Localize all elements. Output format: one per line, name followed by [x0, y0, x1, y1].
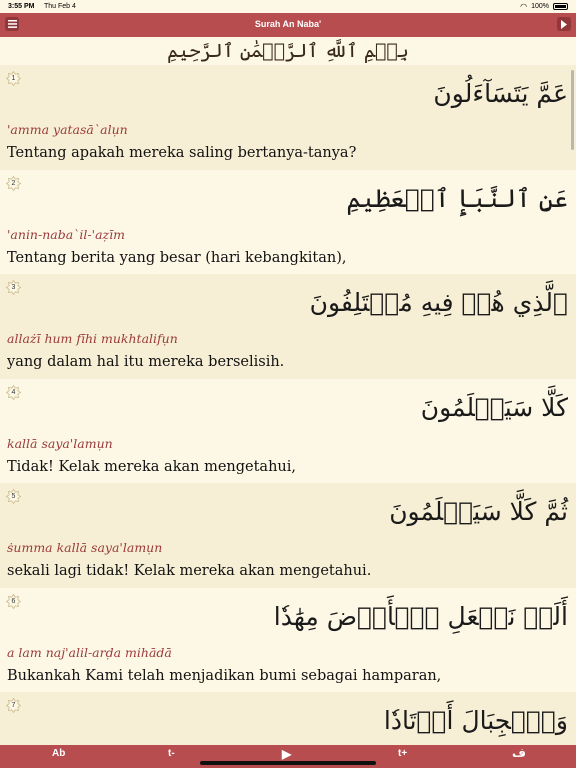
- decrease-text-size-button[interactable]: t-: [168, 748, 175, 759]
- verse-transliteration: allażī hum fīhi mukhtalifụn: [7, 331, 178, 346]
- verse-translation: Tentang berita yang besar (hari kebangkitan),: [7, 249, 347, 266]
- verse-number-badge: [6, 385, 21, 400]
- verse-item[interactable]: [0, 588, 576, 693]
- verse-number: 3: [11, 284, 16, 291]
- verse-number-badge: [6, 489, 21, 504]
- verse-arabic: ثُمَّ كَلَّا سَيَعۡلَمُونَ: [389, 497, 568, 526]
- verse-transliteration: kallā saya'lamụn: [7, 435, 113, 451]
- page-title: Surah An Naba': [254, 19, 322, 29]
- next-surah-button[interactable]: [557, 17, 571, 31]
- verse-item[interactable]: [0, 692, 576, 745]
- increase-text-size-button[interactable]: t+: [398, 748, 408, 759]
- verse-item[interactable]: [0, 170, 576, 275]
- verse-translation: sekali lagi tidak! Kelak mereka akan mengetahui.: [7, 563, 372, 579]
- verse-number-badge: [6, 594, 21, 609]
- verse-translation: yang dalam hal itu mereka berselisih.: [7, 354, 285, 370]
- verse-number-badge: [6, 280, 21, 295]
- scroll-indicator[interactable]: [571, 70, 574, 150]
- verse-list[interactable]: [0, 65, 576, 745]
- verse-number: 1: [11, 75, 16, 82]
- verse-transliteration: ṡumma kallā saya'lamụn: [7, 540, 163, 555]
- verse-transliteration: 'anin-naba`il-'aẓīm: [7, 226, 125, 242]
- verse-arabic: ٱلَّذِي هُمۡ فِيهِ مُخۡتَلِفُونَ: [309, 288, 568, 317]
- verse-transliteration: a lam naj'alil-arḍa mihādā: [7, 644, 172, 660]
- bottom-toolbar: [0, 745, 576, 768]
- verse-number: 7: [11, 702, 16, 709]
- play-button[interactable]: ▶: [282, 747, 292, 761]
- verse-number-badge: [6, 698, 21, 713]
- verse-number: 5: [11, 493, 16, 500]
- status-bar: [0, 0, 576, 13]
- status-right: [520, 2, 568, 11]
- verse-translation: Tentang apakah mereka saling bertanya-tanya?: [7, 145, 357, 161]
- verse-item[interactable]: [0, 65, 576, 170]
- nav-bar: [0, 13, 576, 37]
- verse-arabic: عَمَّ يَتَسَآءَلُونَ: [433, 79, 568, 108]
- wifi-icon: ◠: [520, 2, 528, 11]
- arabic-toggle-button[interactable]: ف: [512, 746, 526, 760]
- verse-arabic: أَلَمۡ نَجۡعَلِ ٱلۡأَرۡضَ مِهَٰدٗا: [273, 601, 568, 631]
- home-indicator: [200, 761, 376, 765]
- battery-percent: 100%: [531, 3, 549, 10]
- text-style-button[interactable]: Ab: [52, 748, 66, 759]
- battery-icon: [553, 3, 568, 10]
- chevron-right-icon: [560, 20, 568, 29]
- verse-item[interactable]: [0, 274, 576, 379]
- verse-translation: Bukankah Kami telah menjadikan bumi sebagai hamparan,: [7, 667, 442, 684]
- status-date: Thu Feb 4: [44, 3, 76, 10]
- verse-number: 4: [11, 388, 16, 396]
- verse-item[interactable]: [0, 379, 576, 484]
- bismillah: بِسۡمِ ٱللَّهِ ٱلرَّحۡمَٰنِ ٱلرَّحِيمِ: [167, 40, 409, 62]
- verse-number-badge: [6, 176, 21, 191]
- verse-number: 2: [11, 179, 16, 187]
- verse-arabic: عَنِ ٱلنَّبَإِ ٱلۡعَظِيمِ: [346, 183, 568, 213]
- verse-arabic: وَٱلۡجِبَالَ أَوۡتَادٗا: [383, 706, 568, 735]
- verse-number: 6: [11, 597, 16, 605]
- verse-arabic: كَلَّا سَيَعۡلَمُونَ: [420, 392, 568, 422]
- verse-transliteration: 'amma yatasā`alụn: [7, 122, 128, 137]
- status-time: 3:55 PM: [8, 3, 35, 10]
- verse-translation: Tidak! Kelak mereka akan mengetahui,: [7, 458, 296, 475]
- verse-item[interactable]: [0, 483, 576, 588]
- verse-number-badge: [6, 71, 21, 86]
